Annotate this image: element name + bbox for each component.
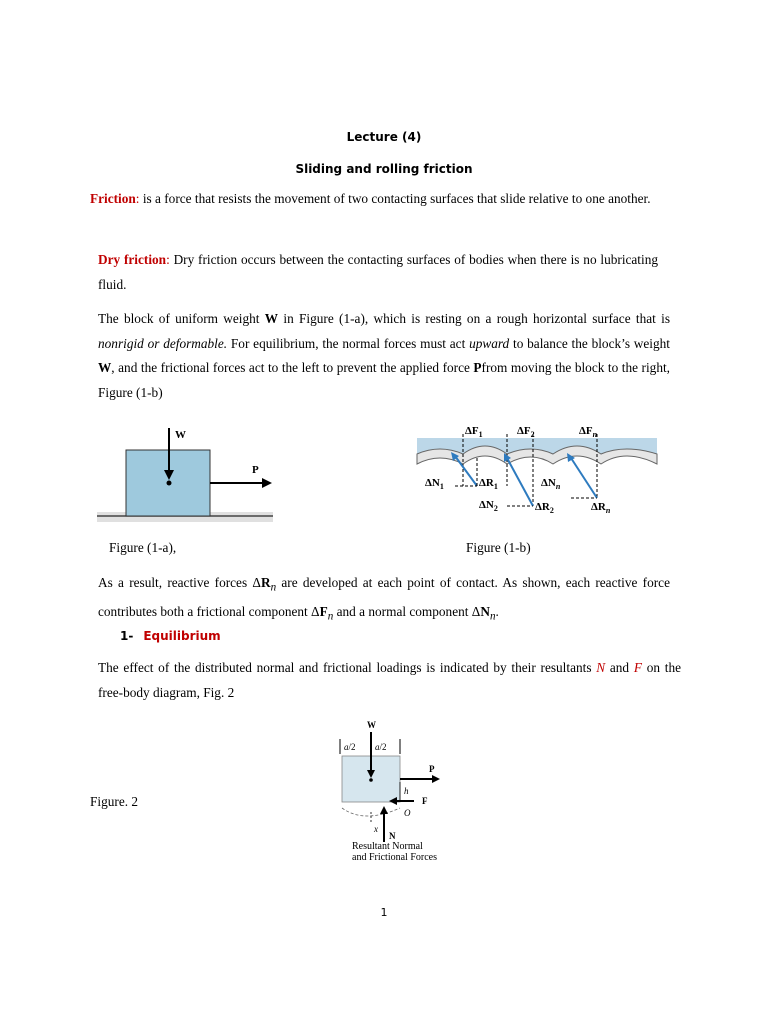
page-number: 1 [380, 906, 388, 919]
label-dn1: $\Delta N_1$ [425, 477, 444, 491]
fig2-label-w: W [367, 720, 376, 730]
fig2-label-f: F [422, 796, 428, 806]
label-p: P [252, 464, 259, 476]
label-df2: $\Delta F_2$ [517, 425, 535, 439]
page-title: Sliding and rolling friction [295, 162, 473, 176]
label-dr1: $\Delta R_1$ [479, 477, 498, 491]
dry-friction-definition: Dry friction: Dry friction occurs between the contacting surfaces of bodies when there is no lubricating fluid. [98, 252, 658, 292]
reaction-arrow-n [571, 458, 597, 498]
figure-1a [96, 420, 276, 526]
figure-1a-caption: Figure (1-a), [109, 540, 177, 555]
fig2-label-h: h [404, 786, 409, 796]
fig2-label-n: N [389, 831, 396, 841]
friction-term: Friction [90, 191, 136, 206]
fig2-label-o: O [404, 808, 411, 818]
effect-paragraph: The effect of the distributed normal and frictional loadings is indicated by their resultants N and F on the free-body diagram, Fig. 2 [98, 660, 681, 700]
fig2-caption-line2: and Frictional Forces [352, 852, 437, 863]
lecture-heading: Lecture (4) [346, 130, 422, 144]
figure-1b [415, 418, 660, 520]
fig2-caption-line1: Resultant Normal [352, 841, 423, 852]
fig2-label-a1: a/2 [344, 742, 356, 752]
reaction-arrow-2 [507, 458, 533, 506]
label-drn: $\Delta R_n$ [591, 501, 611, 515]
equilibrium-heading: 1- Equilibrium [120, 629, 221, 643]
fig2-label-x: x [374, 824, 378, 834]
figure-2-caption: Figure. 2 [90, 794, 139, 809]
block-paragraph: The block of uniform weight W in Figure (1-a), which is resting on a rough horizontal surface that is nonrigid or deformable. For equilibrium, the normal forces must act upward to balance the block’s weight W, and the frictional forces act to the left to prevent the applied force Pfrom moving the block to the right, Figure (1-b) [98, 311, 670, 400]
label-dfn: $\Delta F_n$ [579, 425, 598, 439]
figure-2 [334, 712, 462, 866]
label-dn2: $\Delta N_2$ [479, 499, 498, 513]
label-dnn: $\Delta N_n$ [541, 477, 561, 491]
force-p-arrowhead [262, 478, 272, 488]
reactive-forces-paragraph: As a result, reactive forces $\Delta R_n$ are developed at each point of contact. As shown, each reactive force contributes both a frictional component $\Delta F_n$ and a normal component $\Delta N_n$. [98, 575, 670, 623]
figure-1b-caption: Figure (1-b) [466, 540, 531, 555]
friction-definition: Friction: is a force that resists the movement of two contacting surfaces that slide relative to one another. [90, 191, 651, 206]
fig2-label-a2: a/2 [375, 742, 387, 752]
dry-friction-term: Dry friction [98, 252, 167, 267]
label-df1: $\Delta F_1$ [465, 425, 483, 439]
label-w: W [175, 429, 186, 441]
center-point [167, 481, 172, 486]
label-dr2: $\Delta R_2$ [535, 501, 554, 515]
fig2-label-p: P [429, 764, 435, 774]
